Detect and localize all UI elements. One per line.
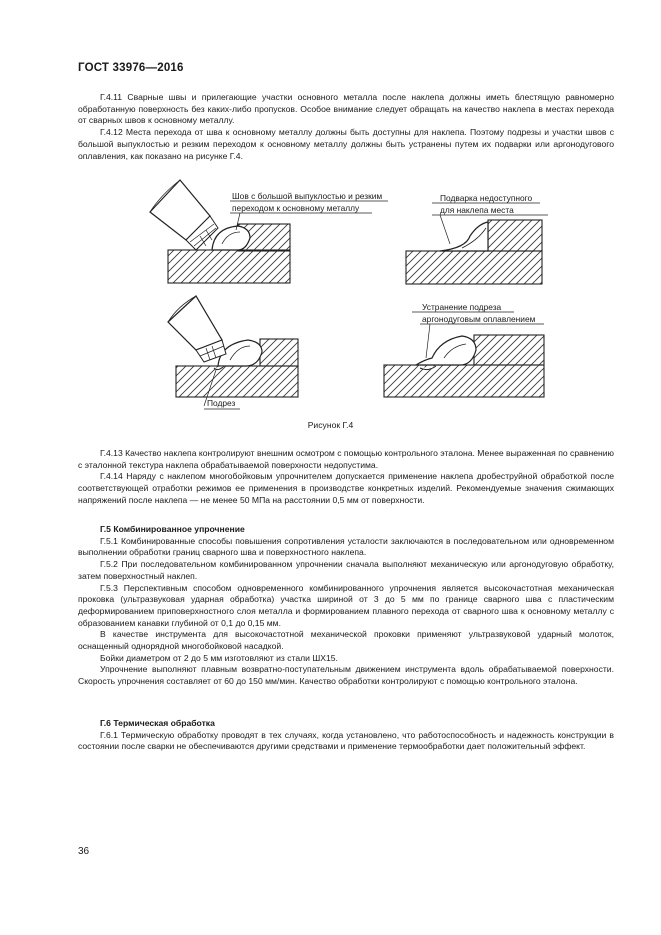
label-convex-weld-1: Шов с большой выпуклостью и резким	[232, 191, 383, 201]
upper-plate	[260, 339, 298, 366]
paragraph-g5-3: Г.5.3 Перспективным способом одновременного комбинированного упрочнения является высокочастотная механическая проковка (ультразвуковая ударная обработка) участка шириной от 3 до 5 мм по границе сварного шва с пластическим деформированием приповерхностного слоя металла и формированием плавного перехода от сварного шва к основному металлу с образованием канавки глубиной от 0,1 до 0,15 мм.	[78, 582, 614, 628]
base-plate	[168, 250, 290, 283]
section-title-g5: Г.5 Комбинированное упрочнение	[100, 524, 245, 534]
paragraph-g4-11: Г.4.11 Сварные швы и прилегающие участки основного металла после наклепа должны иметь блестящую равномерно обработанную поверхность без каких-либо пропусков. Особое внимание следует обращать на качество наклепа в местах перехода от сварных швов к основному металлу.	[78, 92, 614, 126]
paragraph-g5-2: Г.5.2 При последовательном комбинированном упрочнении сначала выполняют механическую или аргонодуговую обработку, затем поверхностный наклеп.	[78, 559, 614, 581]
paragraph-g5-4: В качестве инструмента для высокочастотной механической проковки применяют ультразвуковой ударный молоток, оснащенный однорядной многобойковой насадкой.	[78, 629, 614, 652]
label-undercut: Подрез	[207, 398, 236, 408]
hammer-tool	[150, 180, 218, 250]
section-g6	[78, 718, 614, 753]
base-plate	[406, 251, 542, 284]
paragraph-g4-14: Г.4.14 Наряду с наклепом многобойковым упрочнителем допускается применение наклепа дробеструйной обработкой после соответствующей отработки режимов ее применения в производстве конкретных изделий. Рекомендуемые значения сжимающих напряжений после наклепа — не менее 50 МПа на расстоянии 0,5 мм от поверхности.	[78, 471, 614, 505]
paragraph-g4-12: Г.4.12 Места перехода от шва к основному металлу должны быть доступны для наклепа. Поэтому подрезы и участки швов с большой выпуклостью и резким переходом к основному металлу должны быть устранены путем их подварки или аргонодугового оплавления, как показано на рисунке Г.4.	[78, 127, 614, 161]
document-header: ГОСТ 33976—2016	[78, 62, 184, 74]
paragraph-g5-5: Бойки диаметром от 2 до 5 мм изготовляют из стали ШХ15.	[100, 652, 338, 663]
section-title-g6: Г.6 Термическая обработка	[100, 718, 215, 728]
panel-weld-convex	[150, 180, 388, 283]
paragraph-g5-1: Г.5.1 Комбинированные способы повышения сопротивления усталости заключаются в последовательном или одновременном выполнении обработки границ сварного шва и поверхностного наклепа.	[78, 535, 614, 558]
label-repair-2: для наклепа места	[440, 205, 514, 215]
base-plate	[176, 366, 298, 397]
upper-plate	[474, 335, 544, 365]
weld-bead	[212, 226, 250, 250]
label-remelt-1: Устранение подреза	[422, 302, 502, 312]
label-remelt-2: аргонодуговым оплавлением	[422, 314, 536, 324]
panel-undercut-remelt	[384, 302, 544, 397]
paragraph-g6-1: Г.6.1 Термическую обработку проводят в тех случаях, когда установлено, что работоспособность и надежность конструкции в состоянии после сварки не обеспечиваются другими средствами и применение термообработки дает положительный эффект.	[78, 729, 614, 752]
upper-plate	[488, 220, 542, 251]
page-number: 36	[78, 846, 90, 857]
weld-bead	[416, 336, 476, 365]
text-block-2	[78, 448, 614, 507]
label-repair-1: Подварка недоступного	[440, 193, 533, 203]
base-plate	[384, 365, 544, 397]
paragraph-g5-6: Упрочнение выполняют плавным возвратно-поступательным движением инструмента вдоль обрабатываемой поверхности. Скорость упрочнения составляет от 60 до 150 мм/мин. Качество обработки контролируют с помощью контрольного эталона.	[78, 664, 614, 687]
paragraph-g4-13: Г.4.13 Качество наклепа контролируют внешним осмотром с помощью контрольного эталона. Менее выраженная по сравнению с эталонной текстура наклепа обрабатываемой поверхности недопустима.	[78, 448, 614, 470]
panel-weld-repair	[406, 193, 548, 284]
hammer-tool	[168, 296, 226, 362]
figure-caption: Рисунок Г.4	[307, 420, 354, 430]
label-convex-weld-2: переходом к основному металлу	[232, 203, 360, 213]
panel-undercut	[168, 296, 298, 409]
section-g5	[78, 524, 614, 688]
